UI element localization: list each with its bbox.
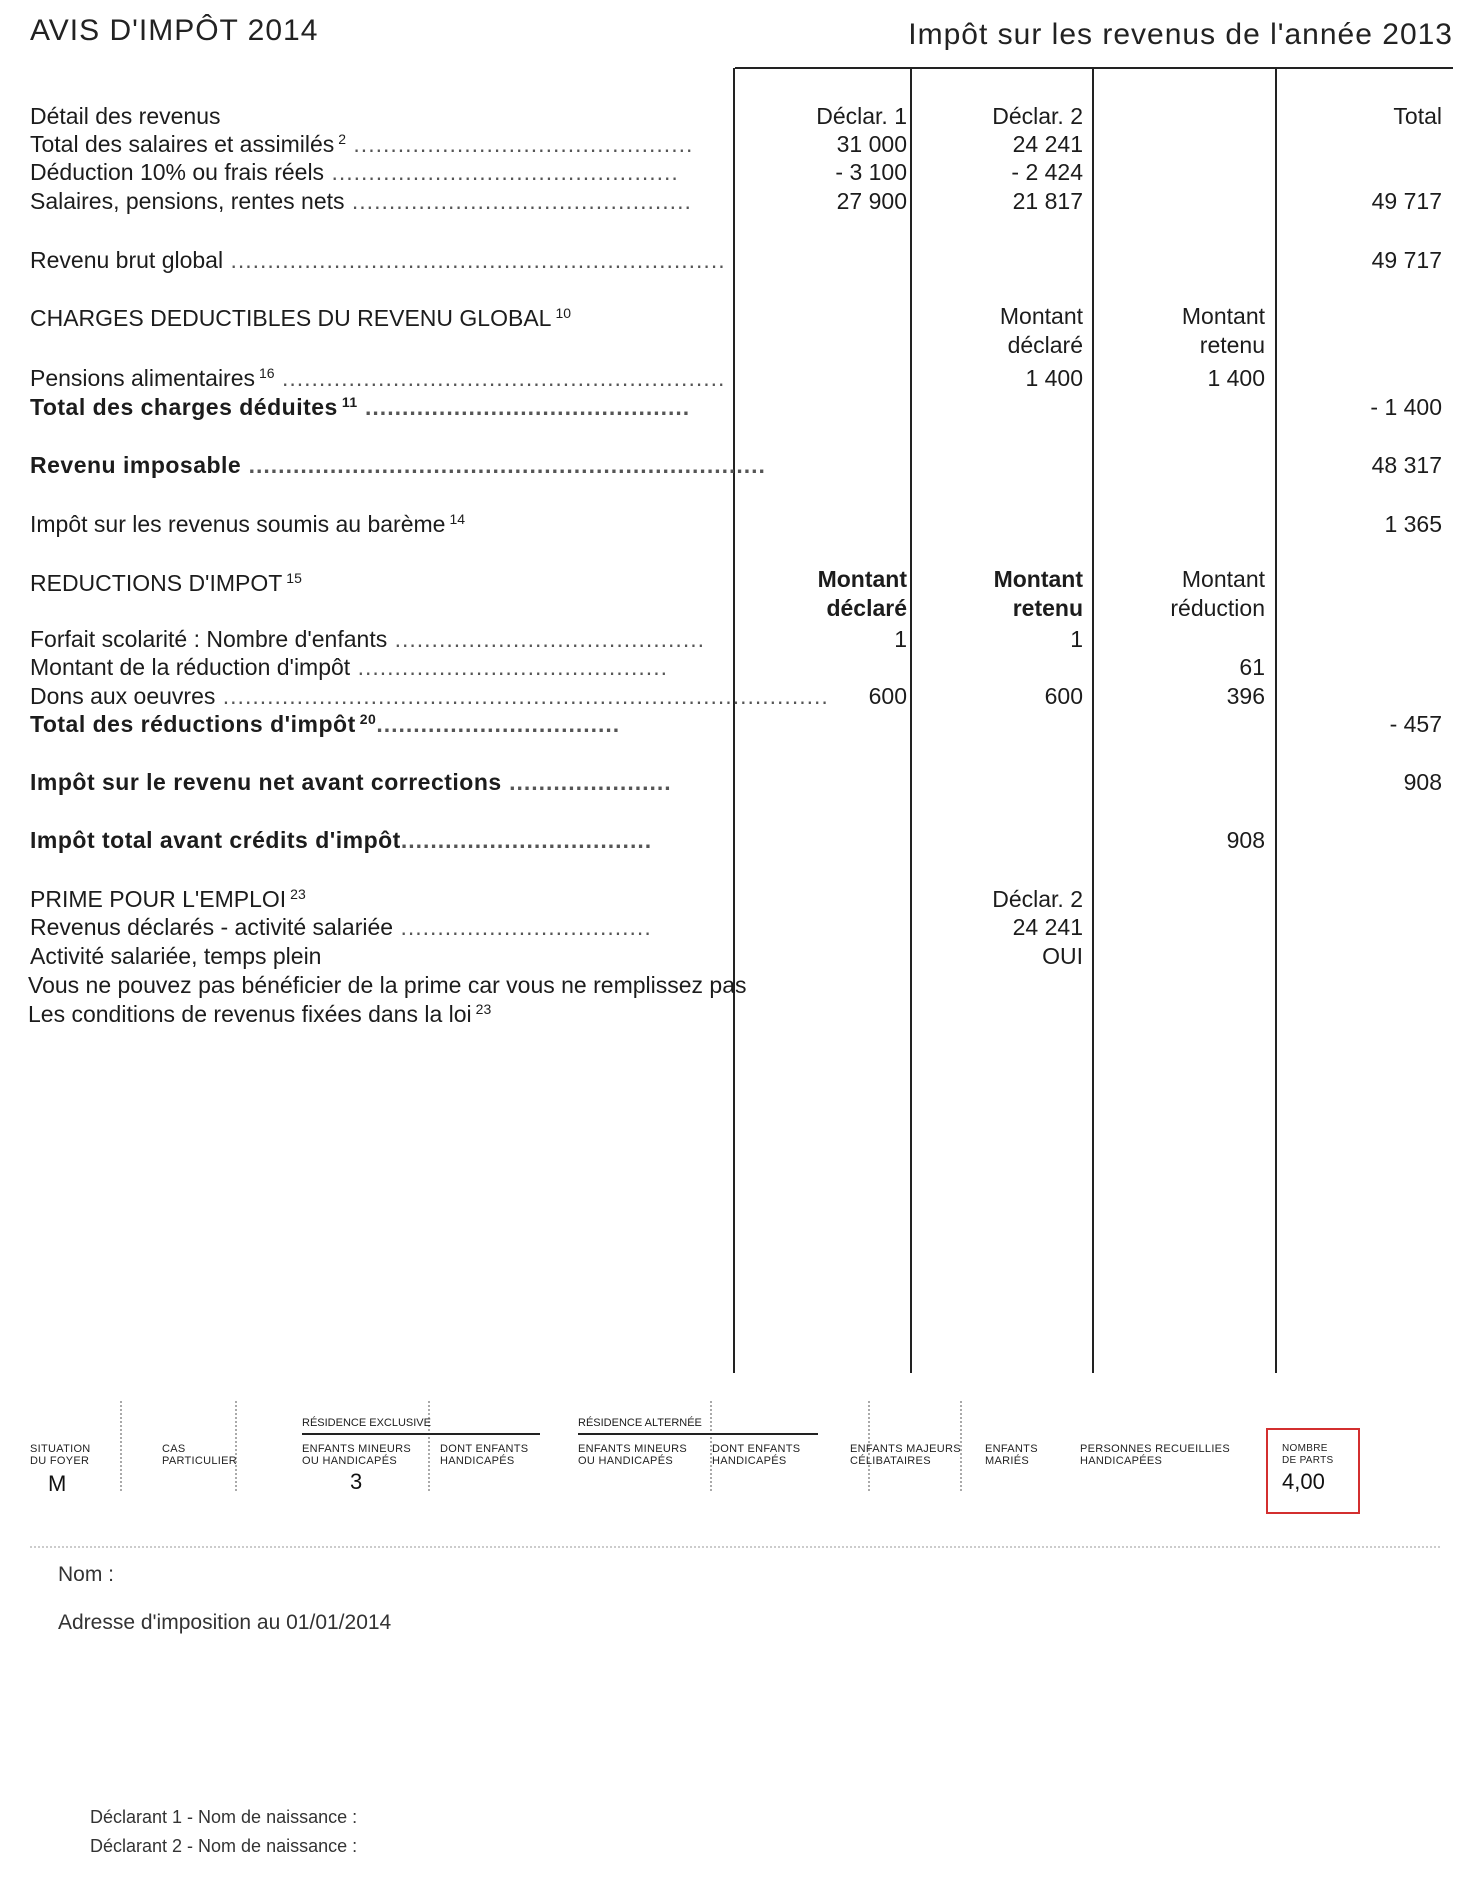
impot-total-row: Impôt total avant crédits d'impôt.................................. 908 xyxy=(30,827,1265,853)
pensions-retained: 1 400 xyxy=(1207,365,1265,391)
footnote-ref: 23 xyxy=(475,1001,492,1017)
prime-activite-label: Activité salariée, temps plein xyxy=(30,943,322,969)
enfants-mineurs-label: ENFANTS MINEURS OU HANDICAPÉS xyxy=(302,1443,412,1467)
footnote-ref: 10 xyxy=(555,305,572,321)
enfants-mineurs-value: 3 xyxy=(350,1469,363,1494)
salaires-d2: 24 241 xyxy=(1012,131,1083,157)
salaires-label: Total des salaires et assimilés xyxy=(30,131,335,157)
impot-bareme-row xyxy=(0,511,1465,541)
impot-bareme-label: Impôt sur les revenus soumis au barème xyxy=(30,511,446,537)
footnote-ref: 2 xyxy=(338,131,347,147)
enfants-majeurs-label: ENFANTS MAJEURS CÉLIBATAIRES xyxy=(850,1443,961,1467)
pensions-row: Pensions alimentaires $^{16}$ ............................................................ 1 400 1 400 xyxy=(30,365,1265,391)
pensions-declared: 1 400 xyxy=(1025,365,1083,391)
dons-label: Dons aux oeuvres xyxy=(30,683,216,709)
revenu-brut-row: Revenu brut global ................................................................... 49 717 xyxy=(30,247,1442,273)
residence-alternee-label: RÉSIDENCE ALTERNÉE xyxy=(578,1417,702,1429)
prime-col-declarant-2: Déclar. 2 xyxy=(992,886,1083,912)
forfait-label: Forfait scolarité : Nombre d'enfants xyxy=(30,626,388,652)
col-declarant-2: Déclar. 2 xyxy=(992,103,1083,129)
prime-title: PRIME POUR L'EMPLOI xyxy=(30,886,287,912)
charges-col-retained: Montant retenu xyxy=(1181,303,1265,358)
salaires-d1: 31 000 xyxy=(836,131,907,157)
income-header-row xyxy=(0,103,1465,133)
adresse-imposition-label: Adresse d'imposition au 01/01/2014 xyxy=(58,1611,392,1634)
forfait-row: Forfait scolarité : Nombre d'enfants .......................................... 1 1 xyxy=(30,626,1083,652)
montant-reduction-label: Montant de la réduction d'impôt xyxy=(30,654,351,680)
impot-bareme-value: 1 365 xyxy=(1384,511,1442,537)
declarant-2-birth-name: Déclarant 2 - Nom de naissance : xyxy=(90,1836,358,1856)
total-charges-value: - 1 400 xyxy=(1370,394,1442,420)
deduction-d2: - 2 424 xyxy=(1011,159,1083,185)
impot-total-label: Impôt total avant crédits d'impôt xyxy=(30,827,401,853)
residence-exclusive-label: RÉSIDENCE EXCLUSIVE xyxy=(302,1417,431,1429)
forfait-retained: 1 xyxy=(1070,626,1083,652)
prime-activite-row xyxy=(0,943,1465,973)
prime-revenus-row: Revenus déclarés - activité salariée .................................. 24 241 xyxy=(30,914,1083,940)
tax-year-title: Impôt sur les revenus de l'année 2013 xyxy=(908,18,1453,51)
charges-col-declared: Montant déclaré xyxy=(999,303,1083,358)
dons-reduction: 396 xyxy=(1226,683,1265,709)
prime-activite-value: OUI xyxy=(1042,943,1083,969)
montant-reduction-value: 61 xyxy=(1239,654,1265,680)
footnote-ref: 20 xyxy=(359,711,377,727)
deduction-d1: - 3 100 xyxy=(835,159,907,185)
nombre-de-parts-label: NOMBRE DE PARTS xyxy=(1282,1443,1334,1466)
dons-retained: 600 xyxy=(1044,683,1083,709)
alt-dont-handicapes-label: DONT ENFANTS HANDICAPÉS xyxy=(712,1443,801,1467)
montant-reduction-row: Montant de la réduction d'impôt .......................................... 61 xyxy=(30,654,1265,680)
footnote-ref: 16 xyxy=(259,365,275,381)
reductions-title: REDUCTIONS D'IMPOT xyxy=(30,570,283,596)
footnote-ref: 15 xyxy=(286,570,302,586)
forfait-declared: 1 xyxy=(894,626,907,652)
notice-title: AVIS D'IMPÔT 2014 xyxy=(30,14,319,47)
total-reductions-value: - 457 xyxy=(1389,711,1442,737)
col-declarant-1: Déclar. 1 xyxy=(816,103,907,129)
col-total: Total xyxy=(1393,103,1442,129)
cas-particulier-label: CAS PARTICULIER xyxy=(162,1443,238,1467)
prime-note-line-1: Vous ne pouvez pas bénéficier de la prime car vous ne remplissez pas xyxy=(28,972,747,998)
reductions-col-reduction: Montant réduction xyxy=(1170,566,1265,621)
income-section-label: Détail des revenus xyxy=(30,103,221,129)
prime-note-line-2: Les conditions de revenus fixées dans la loi $^{23}$ xyxy=(28,1001,492,1027)
nets-row: Salaires, pensions, rentes nets .............................................. 27 900 21 817 49 717 xyxy=(30,188,1442,214)
nom-label: Nom : xyxy=(58,1563,115,1586)
footnote-ref: 11 xyxy=(341,394,358,410)
nets-total: 49 717 xyxy=(1371,188,1442,214)
scan-dotted-rule xyxy=(30,1546,1440,1548)
header-rule xyxy=(735,67,1453,69)
pensions-label: Pensions alimentaires xyxy=(30,365,256,391)
impot-net-value: 908 xyxy=(1403,769,1442,795)
footnote-ref: 14 xyxy=(449,511,466,527)
impot-net-label: Impôt sur le revenu net avant corrections xyxy=(30,769,502,795)
revenu-imposable-value: 48 317 xyxy=(1371,452,1442,478)
impot-total-value: 908 xyxy=(1226,827,1265,853)
revenu-brut-total: 49 717 xyxy=(1371,247,1442,273)
dons-row: Dons aux oeuvres .................................................................................. 600 600 396 xyxy=(30,683,1265,709)
situation-label: SITUATION DU FOYER xyxy=(30,1443,91,1467)
declarant-1-birth-name: Déclarant 1 - Nom de naissance : xyxy=(90,1807,358,1827)
total-reductions-label: Total des réductions d'impôt xyxy=(30,711,356,737)
footnote-ref: 23 xyxy=(290,886,306,902)
deduction-row: Déduction 10% ou frais réels ............................................... - 3 100 - 2 424 xyxy=(30,159,1083,185)
nets-d1: 27 900 xyxy=(836,188,907,214)
dont-handicapes-label: DONT ENFANTS HANDICAPÉS xyxy=(440,1443,529,1467)
alt-enfants-mineurs-label: ENFANTS MINEURS OU HANDICAPÉS xyxy=(578,1443,688,1467)
revenu-imposable-row: Revenu imposable ...................................................................... 48 317 xyxy=(30,452,1442,478)
enfants-maries-label: ENFANTS MARIÉS xyxy=(985,1443,1038,1467)
personnes-recueillies-label: PERSONNES RECUEILLIES HANDICAPÉES xyxy=(1080,1443,1230,1467)
reductions-col-retained: Montant retenu xyxy=(993,566,1083,621)
household-strip xyxy=(20,1395,1450,1535)
salaires-row: Total des salaires et assimilés $^2$ .............................................. 31 000 24 241 xyxy=(30,131,1083,157)
situation-value: M xyxy=(48,1471,67,1496)
nets-label: Salaires, pensions, rentes nets xyxy=(30,188,345,214)
revenu-imposable-label: Revenu imposable xyxy=(30,452,242,478)
prime-revenus-label: Revenus déclarés - activité salariée xyxy=(30,914,394,940)
revenu-brut-label: Revenu brut global xyxy=(30,247,224,273)
prime-title-row xyxy=(0,886,1465,916)
dons-declared: 600 xyxy=(868,683,907,709)
prime-revenus-value: 24 241 xyxy=(1012,914,1083,940)
total-reductions-row: Total des réductions d'impôt $^{20}$................................. - 457 xyxy=(30,711,1442,737)
deduction-label: Déduction 10% ou frais réels xyxy=(30,159,325,185)
reductions-col-declared: Montant déclaré xyxy=(817,566,907,621)
nets-d2: 21 817 xyxy=(1012,188,1083,214)
total-charges-row: Total des charges déduites $^{11}$ ............................................ - 1 400 xyxy=(30,394,1442,420)
charges-title: CHARGES DEDUCTIBLES DU REVENU GLOBAL xyxy=(30,305,552,331)
nombre-de-parts-value: 4,00 xyxy=(1282,1469,1325,1494)
total-charges-label: Total des charges déduites xyxy=(30,394,338,420)
impot-net-row: Impôt sur le revenu net avant corrections ...................... 908 xyxy=(30,769,1442,795)
